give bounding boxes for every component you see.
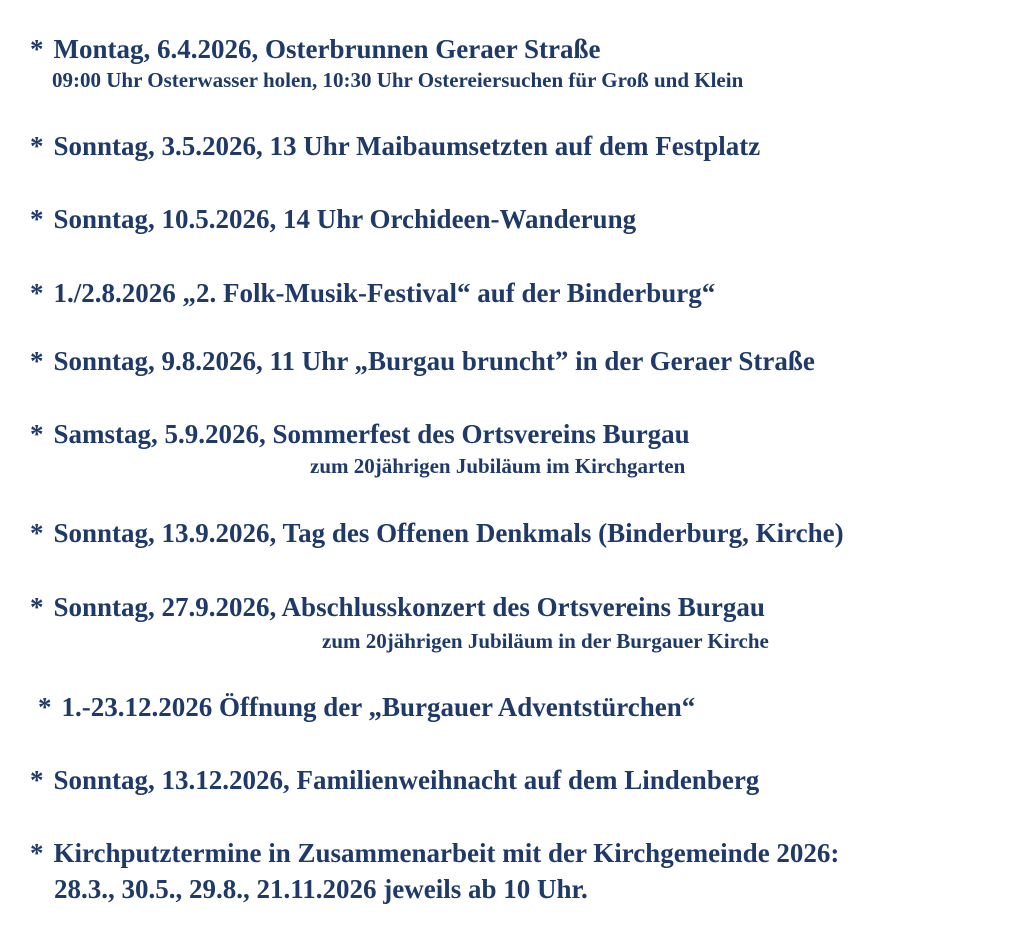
bullet-icon: * <box>30 592 44 622</box>
event-title: Sonntag, 10.5.2026, 14 Uhr Orchideen-Wanderung <box>53 204 637 234</box>
bullet-icon: * <box>30 34 44 64</box>
bullet-icon: * <box>30 131 44 161</box>
event-title: Sonntag, 9.8.2026, 11 Uhr „Burgau brunchtˮ in der Geraer Straße <box>53 346 815 376</box>
bullet-icon: * <box>30 765 44 795</box>
event-title: Sonntag, 3.5.2026, 13 Uhr Maibaumsetzten auf dem Festplatz <box>53 131 761 161</box>
event-title: 1.-23.12.2026 Öffnung der „Burgauer Adventstürchen“ <box>61 692 696 722</box>
event-item <box>30 840 839 867</box>
event-title: 1./2.8.2026 „2. Folk-Musik-Festival“ auf der Binderburg“ <box>53 278 716 308</box>
bullet-icon: * <box>38 692 52 722</box>
event-item <box>30 206 636 233</box>
event-title: Sonntag, 13.9.2026, Tag des Offenen Denkmals (Binderburg, Kirche) <box>53 518 844 548</box>
event-item <box>30 348 815 375</box>
event-item <box>38 694 695 721</box>
bullet-icon: * <box>30 346 44 376</box>
bullet-icon: * <box>30 518 44 548</box>
event-detail: zum 20jährigen Jubiläum in der Burgauer Kirche <box>322 629 769 653</box>
event-item <box>30 421 690 448</box>
event-detail: 09:00 Uhr Osterwasser holen, 10:30 Uhr Ostereiersuchen für Groß und Klein <box>52 68 744 92</box>
bullet-icon: * <box>30 419 44 449</box>
event-detail: zum 20jährigen Jubiläum im Kirchgarten <box>310 454 686 478</box>
event-detail: 28.3., 30.5., 29.8., 21.11.2026 jeweils ab 10 Uhr. <box>54 874 588 904</box>
bullet-icon: * <box>30 278 44 308</box>
event-item <box>30 280 715 307</box>
event-title: Sonntag, 27.9.2026, Abschlusskonzert des Ortsvereins Burgau <box>53 592 765 622</box>
event-item <box>30 767 759 794</box>
event-item <box>30 36 600 63</box>
event-title: Sonntag, 13.12.2026, Familienweihnacht auf dem Lindenberg <box>53 765 760 795</box>
event-title: Montag, 6.4.2026, Osterbrunnen Geraer Straße <box>53 34 601 64</box>
bullet-icon: * <box>30 838 44 868</box>
event-item <box>30 594 765 621</box>
event-title: Samstag, 5.9.2026, Sommerfest des Ortsvereins Burgau <box>53 419 690 449</box>
event-title: Kirchputztermine in Zusammenarbeit mit der Kirchgemeinde 2026: <box>53 838 840 868</box>
event-item <box>30 133 760 160</box>
bullet-icon: * <box>30 204 44 234</box>
event-item <box>30 520 844 547</box>
